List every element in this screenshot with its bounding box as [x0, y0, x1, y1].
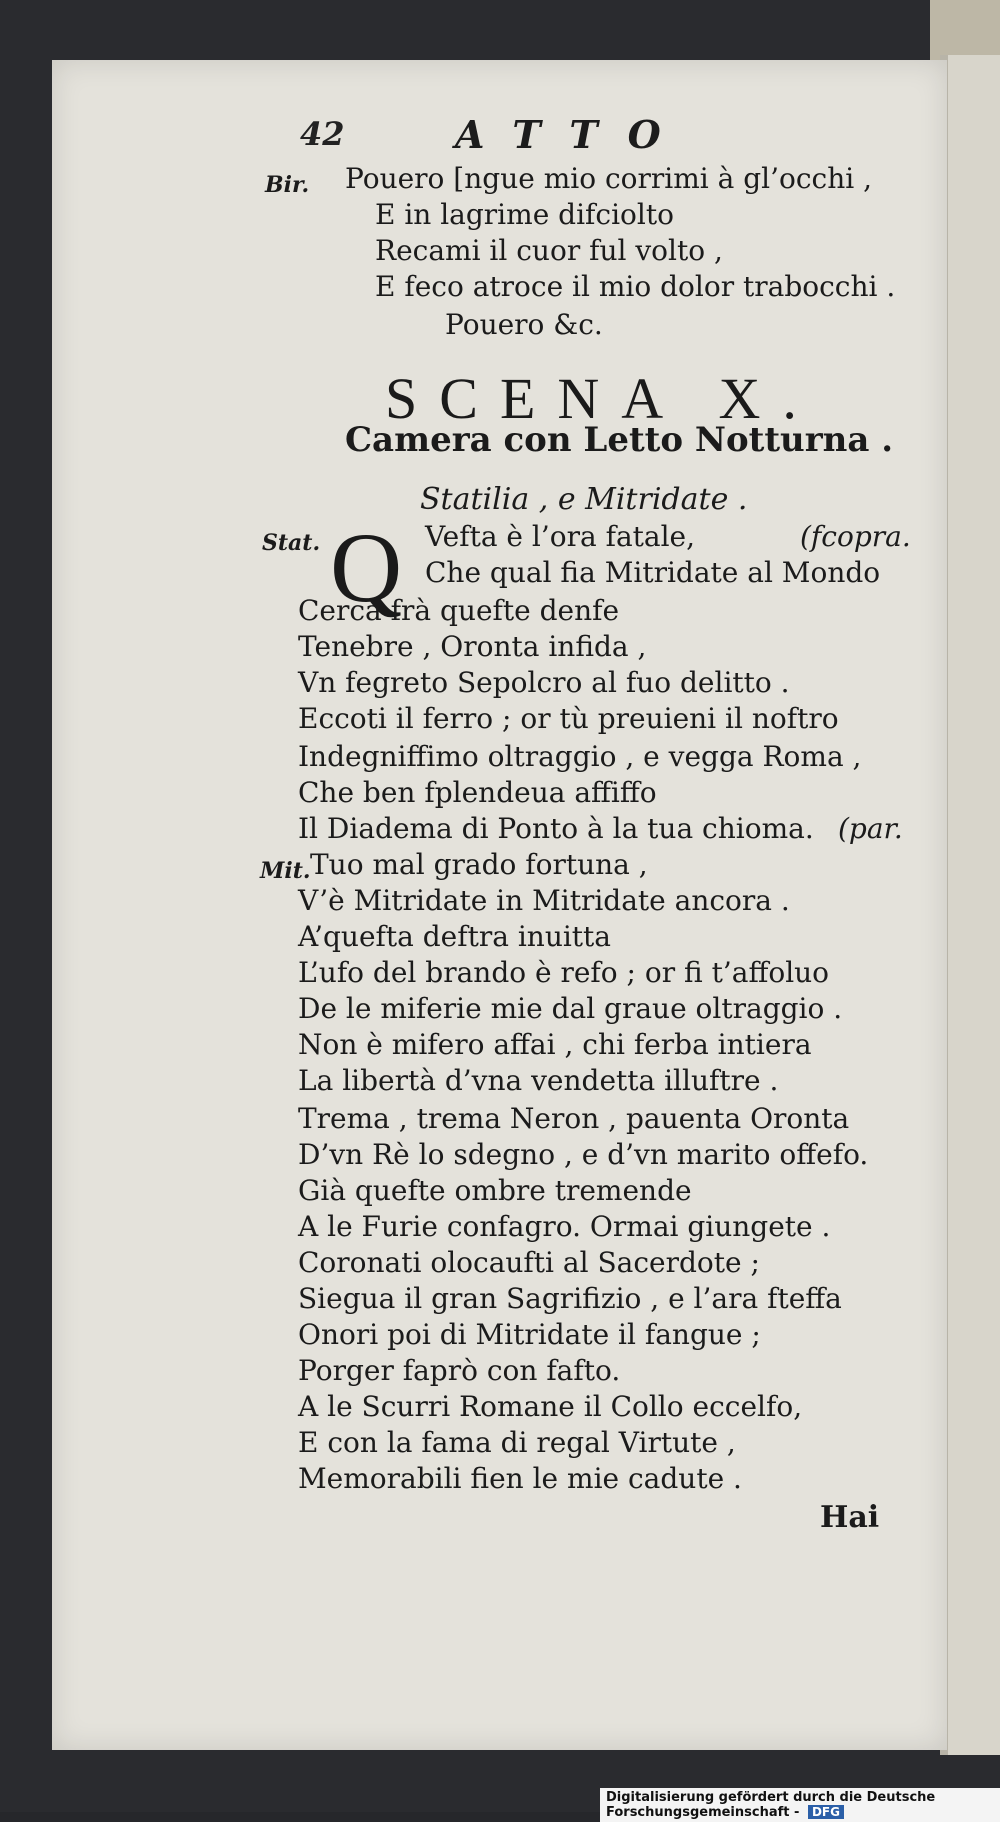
verse-line: A le Scurri Romane il Collo eccelfo, [298, 1390, 803, 1423]
page-number: 42 [300, 115, 345, 153]
verse-line: Già quefte ombre tremende [298, 1174, 692, 1207]
verse-line: Trema , trema Neron , pauenta Oronta [298, 1102, 850, 1135]
scene-characters: Statilia , e Mitridate . [420, 482, 748, 517]
scene-subtitle: Camera con Letto Notturna . [345, 420, 894, 460]
verse-line: Che qual fia Mitridate al Mondo [425, 556, 881, 589]
verse-line: A le Furie confagro. Ormai giungete . [298, 1210, 831, 1243]
dfg-logo: DFG [808, 1805, 844, 1819]
verse-line: Memorabili fien le mie cadute . [298, 1462, 742, 1495]
verse-line: Porger faprò con fafto. [298, 1354, 621, 1387]
stage-direction: (par. [838, 812, 903, 845]
verse-line: Coronati olocaufti al Sacerdote ; [298, 1246, 760, 1279]
verse-line: Vefta è l’ora fatale, [425, 520, 696, 553]
verse-line: L’ufo del brando è refo ; or fi t’affoluo [298, 956, 830, 989]
verse-line: D’vn Rè lo sdegno , e d’vn marito offefo. [298, 1138, 869, 1171]
speaker-label: Bir. [265, 172, 310, 198]
verse-line: Tuo mal grado fortuna , [310, 848, 648, 881]
verse-line: Che ben fplendeua affiffo [298, 776, 657, 809]
verse-line: Pouero [ngue mio corrimi à gl’occhi , [345, 162, 873, 195]
adjacent-page-top [930, 0, 1000, 60]
drop-cap: Q [330, 512, 403, 623]
verse-line: Cerca frà quefte denfe [298, 594, 620, 627]
stage-direction: (fcopra. [800, 520, 911, 553]
verse-line: Vn fegreto Sepolcro al fuo delitto . [298, 666, 790, 699]
speaker-label: Stat. [262, 530, 321, 556]
verse-line: Eccoti il ferro ; or tù preuieni il noftro [298, 702, 839, 735]
verse-line: Indegniffimo oltraggio , e vegga Roma , [298, 740, 862, 773]
scene-title: SCENA X. [385, 366, 819, 431]
verse-line: Onori poi di Mitridate il fangue ; [298, 1318, 761, 1351]
catchword: Hai [820, 1500, 880, 1535]
speaker-label: Mit. [260, 858, 311, 884]
credit-text: Digitalisierung gefördert durch die Deutsche Forschungsgemeinschaft - [606, 1790, 936, 1820]
verse-line: Tenebre , Oronta infida , [298, 630, 647, 663]
verse-line: Pouero &c. [445, 308, 603, 341]
verse-line: E con la fama di regal Virtute , [298, 1426, 736, 1459]
adjacent-page [948, 55, 1000, 1755]
verse-line: Il Diadema di Ponto à la tua chioma. [298, 812, 814, 845]
verse-line: La libertà d’vna vendetta illuftre . [298, 1064, 779, 1097]
verse-line: De le miferie mie dal graue oltraggio . [298, 992, 843, 1025]
verse-line: Siegua il gran Sagrifizio , e l’ara fteffa [298, 1282, 842, 1315]
verse-line: Recami il cuor ful volto , [375, 234, 723, 267]
digitization-credit [600, 1788, 1000, 1822]
verse-line: E feco atroce il mio dolor trabocchi . [375, 270, 896, 303]
verse-line: E in lagrime difciolto [375, 198, 674, 231]
verse-line: Non è mifero affai , chi ferba intiera [298, 1028, 812, 1061]
running-head: ATTO [455, 112, 691, 157]
verse-line: V’è Mitridate in Mitridate ancora . [298, 884, 790, 917]
verse-line: A’quefta deftra inuitta [298, 920, 612, 953]
